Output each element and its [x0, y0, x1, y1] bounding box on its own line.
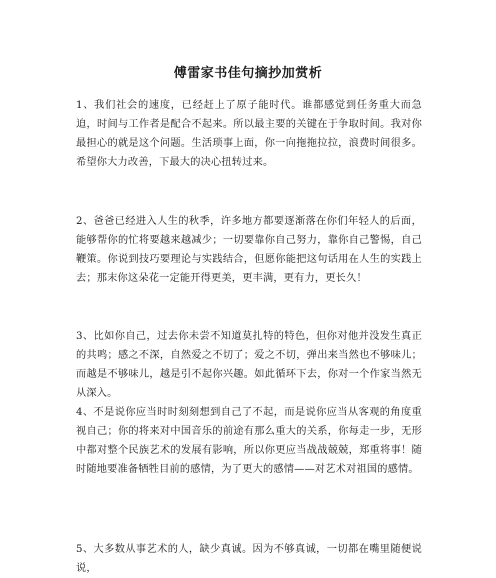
- paragraph-1: 1、我们社会的速度，已经赶上了原子能时代。谁都感觉到任务重大而急迫，时间与工作者是配合不起来。所以最主要的关键在于争取时间。我对你最担心的就是这个问题。生活琐事上面，你一向拖拖拉拉，浪费时间很多。希望你大力改善，下最大的决心扭转过来。: [76, 100, 422, 168]
- paragraph-2: 2、爸爸已经进入人生的秋季，许多地方都要逐渐落在你们年轻人的后面，能够帮你的忙将要越来越减少；一切要靠你自己努力，靠你自己警惕，自己鞭策。你说到技巧要理论与实践结合，但愿你能把这句话用在人生的实践上去；那末你这朵花一定能开得更美，更丰满，更有力，更长久！: [76, 216, 422, 284]
- paragraph-4: 4、不是说你应当时时刻刻想到自己了不起，而是说你应当从客观的角度重视自己；你的将来对中国音乐的前途有那么重大的关系，你每走一步，无形中都对整个民族艺术的发展有影响，所以你更应当战战兢兢，郑重将事！随时随地要准备牺牲目前的感情，为了更大的感情——对艺术对祖国的感情。: [76, 407, 422, 475]
- paragraph-5: 5、大多数从事艺术的人，缺少真诚。因为不够真诚，一切都在嘴里随便说说，: [76, 544, 422, 574]
- paragraph-3: 3、比如你自己，过去你未尝不知道莫扎特的特色，但你对他并没发生真正的共鸣；感之不深，自然爱之不切了；爱之不切，弹出来当然也不够味儿；而越是不够味儿，越是引不起你兴趣。如此循环下去，你对一个作家当然无从深入。: [76, 331, 422, 399]
- document-title: 傅雷家书佳句摘抄加赏析: [173, 66, 323, 81]
